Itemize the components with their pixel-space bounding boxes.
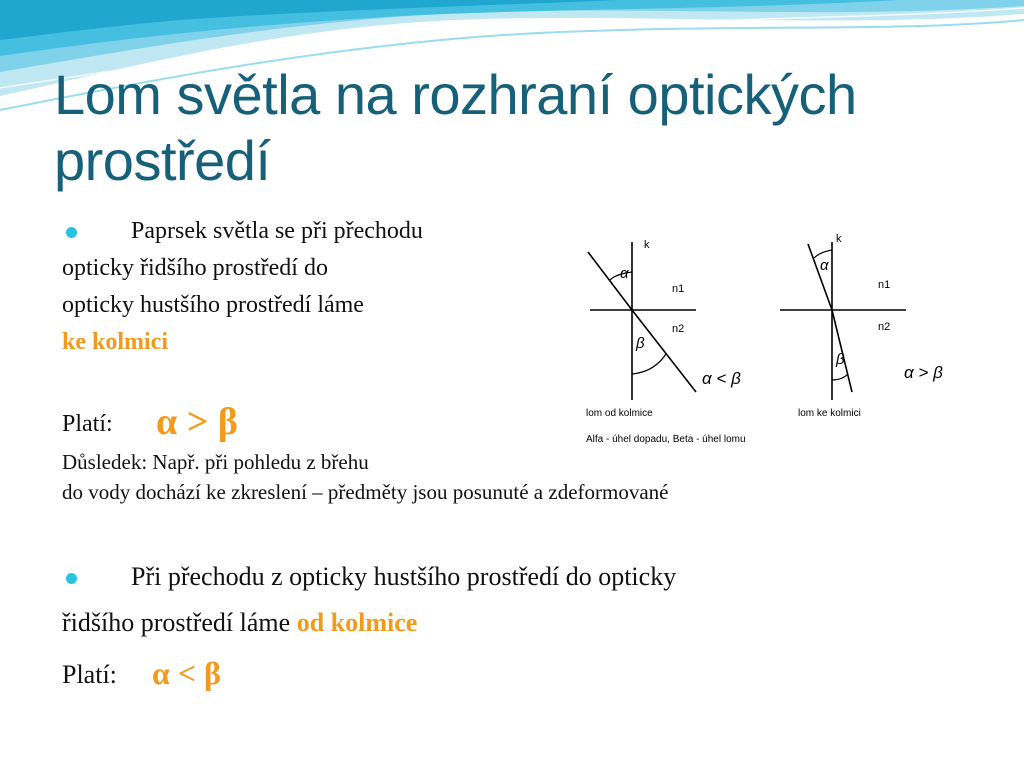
section1-relation: α > β — [156, 401, 238, 443]
n2-label-right: n2 — [878, 321, 891, 333]
relation-label-left: α < β — [702, 369, 741, 388]
alpha-label-right: α — [820, 257, 829, 274]
relation-label-right: α > β — [904, 363, 943, 382]
section1-highlight: ke kolmici — [62, 329, 168, 355]
n1-label-right: n1 — [878, 279, 891, 291]
beta-label-left: β — [636, 335, 645, 352]
section1-line2: opticky řidšího prostředí do — [62, 255, 328, 281]
refraction-diagram — [584, 232, 964, 452]
bullet-dot-1 — [66, 227, 77, 238]
normal-label-right: k — [836, 233, 842, 245]
section1-line3: opticky hustšího prostředí láme — [62, 292, 364, 318]
page-title: Lom světla na rozhraní optických prostředí — [54, 63, 857, 192]
beta-label-right: β — [836, 351, 845, 368]
diagram-legend: Alfa - úhel dopadu, Beta - úhel lomu — [586, 434, 746, 445]
section1-consequence-line1: Důsledek: Např. při pohledu z břehu — [62, 450, 369, 474]
section1-plati-label: Platí: — [62, 411, 113, 437]
section2-line1: Při přechodu z opticky hustšího prostředí do opticky — [131, 562, 677, 591]
section2-line2-prefix: řidšího prostředí láme — [62, 608, 291, 637]
section2-line2 — [62, 608, 417, 638]
caption-left: lom od kolmice — [586, 408, 653, 419]
section2-relation: α < β — [152, 655, 221, 691]
n1-label-left: n1 — [672, 283, 685, 295]
alpha-label-left: α — [620, 265, 629, 282]
caption-right: lom ke kolmici — [798, 408, 861, 419]
section2-highlight: od kolmice — [296, 608, 418, 637]
section1-line1: Paprsek světla se při přechodu — [131, 218, 423, 244]
bullet-dot-2 — [66, 573, 77, 584]
normal-label-left: k — [644, 239, 650, 251]
section1-consequence-line2: do vody dochází ke zkreslení – předměty jsou posunuté a zdeformované — [62, 480, 669, 504]
n2-label-left: n2 — [672, 323, 685, 335]
section2-plati-label: Platí: — [62, 660, 117, 689]
